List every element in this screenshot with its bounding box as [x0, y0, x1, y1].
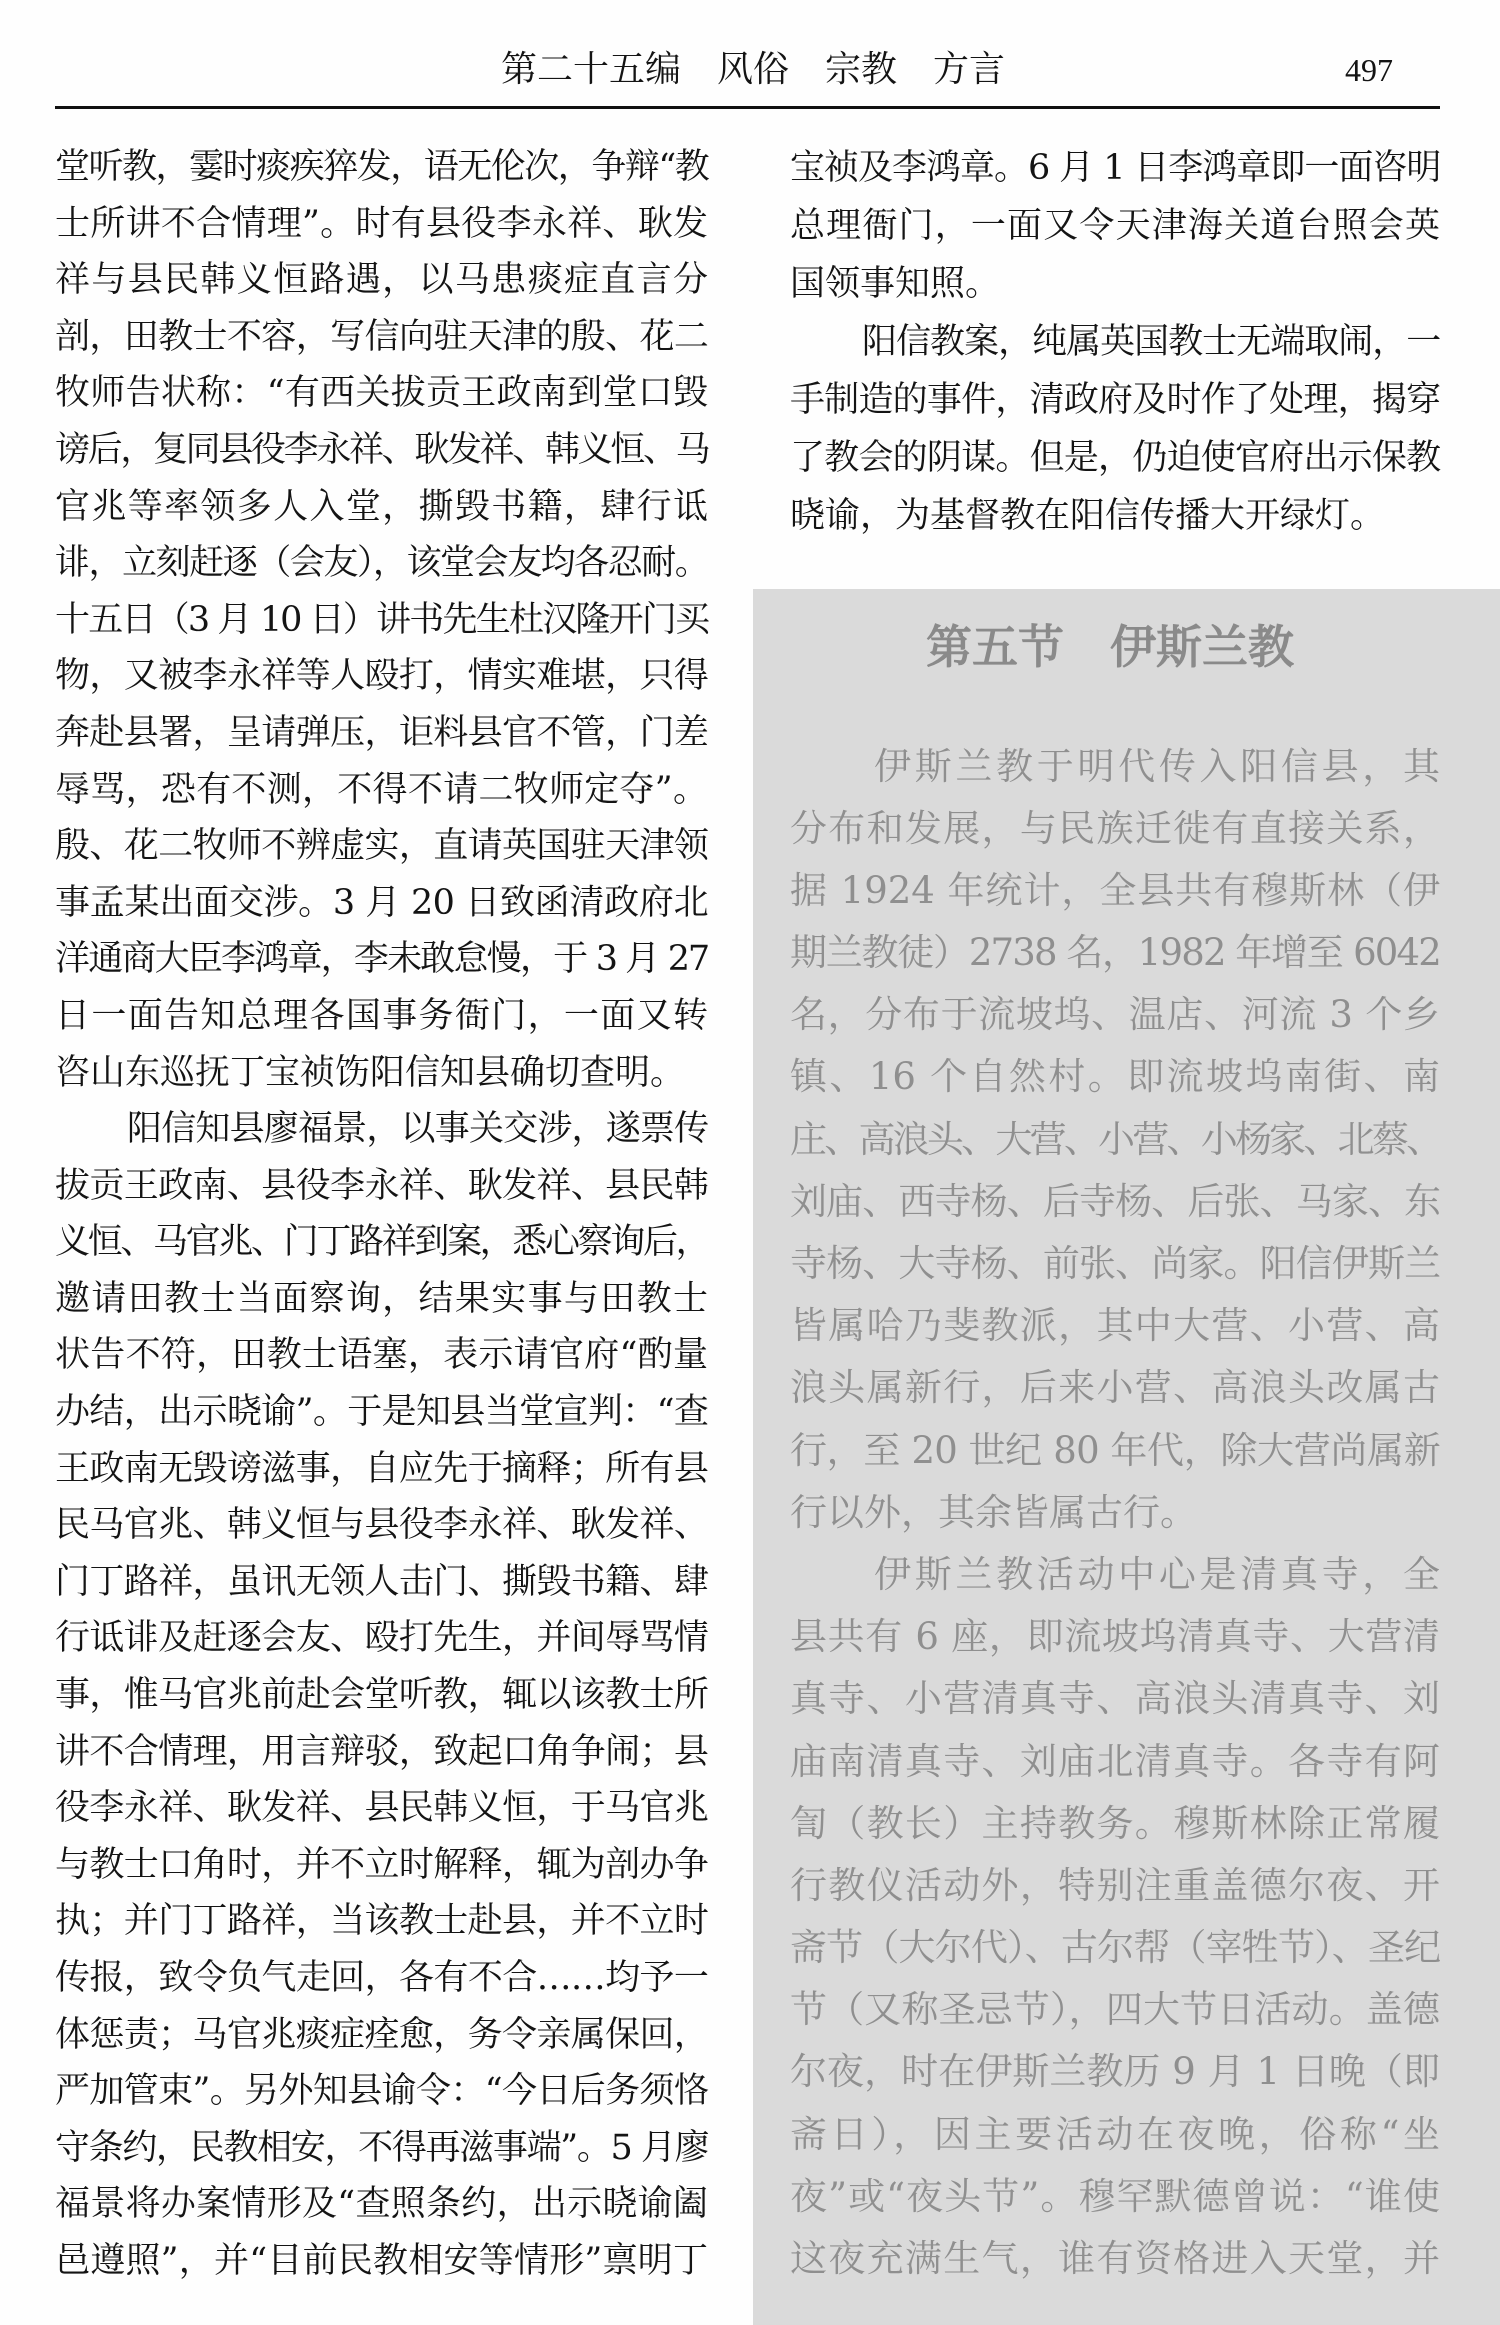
text-line: 物，又被李永祥等人殴打，情实难堪，只得 [55, 656, 708, 697]
text-line: 晓谕，为基督教在阳信传播大开绿灯。 [790, 496, 1386, 536]
text-line: 阳信教案，纯属英国教士无端取闹，一 [862, 322, 1440, 362]
text-line: 民马官兆、韩义恒与县役李永祥、耿发祥、 [55, 1505, 708, 1546]
text-line: 了教会的阴谋。但是，仍迫使官府出示保教 [790, 438, 1440, 478]
text-line: 殷、花二牧师不辨虚实，直请英国驻天津领 [55, 826, 708, 867]
text-line: 节（又称圣忌节），四大节日活动。盖德 [790, 1988, 1440, 2032]
text-line: 牧师告状称：“有西关拔贡王政南到堂口毁 [55, 373, 708, 414]
text-line: 分布和发展，与民族迁徙有直接关系， [790, 806, 1440, 850]
text-line: 日一面告知总理各国事务衙门，一面又转 [55, 995, 708, 1036]
text-line: 庙南清真寺、刘庙北清真寺。各寺有阿 [790, 1739, 1440, 1783]
paragraph [55, 139, 708, 1101]
text-line: 名，分布于流坡坞、温店、河流 3 个乡 [790, 993, 1440, 1037]
text-line: 辱骂，恐有不测，不得不请二牧师定夺”。 [55, 769, 708, 810]
text-line: 严加管束”。另外知县谕令：“今日后务须恪 [55, 2071, 708, 2112]
text-line: 镇、16 个自然村。即流坡坞南街、南 [790, 1055, 1440, 1099]
text-line: 庄、高浪头、大营、小营、小杨家、北蔡、 [790, 1117, 1440, 1161]
left-column [55, 139, 708, 2290]
text-line: 剖，田教士不容，写信向驻天津的殷、花二 [55, 316, 708, 357]
text-line: 浪头属新行，后来小营、高浪头改属古 [790, 1366, 1440, 1410]
running-header-title: 第二十五编 风俗 宗教 方言 [501, 49, 1006, 90]
text-line: 义恒、马官兆、门丁路祥到案，悉心察询后， [55, 1222, 708, 1263]
text-line: 阳信知县廖福景，以事关交涉，遂票传 [127, 1109, 708, 1150]
text-line: 伊斯兰教活动中心是清真寺，全 [874, 1552, 1440, 1596]
paragraph [790, 313, 1440, 545]
text-line: 行以外，其余皆属古行。 [790, 1490, 1197, 1534]
text-line: 士所讲不合情理”。时有县役李永祥、耿发 [55, 203, 708, 244]
text-line: 十五日（3 月 10 日）讲书先生杜汉隆开门买 [55, 599, 708, 640]
text-line: 宝祯及李鸿章。6 月 1 日李鸿章即一面咨明 [790, 148, 1440, 188]
text-line: 夜”或“夜头节”。穆罕默德曾说：“谁使 [790, 2174, 1440, 2218]
text-line: 役李永祥、耿发祥、县民韩义恒，于马官兆 [55, 1788, 708, 1829]
section-box [753, 589, 1500, 2325]
text-line: 执；并门丁路祥，当该教士赴县，并不立时 [55, 1901, 708, 1942]
text-line: 与教士口角时，并不立时解释，辄为剖办争 [55, 1844, 708, 1885]
paragraph [790, 139, 1440, 313]
text-line: 伊斯兰教于明代传入阳信县，其 [874, 744, 1440, 788]
text-line: 总理衙门，一面又令天津海关道台照会英 [790, 206, 1440, 246]
text-line: 讲不合情理，用言辩驳，致起口角争闹；县 [55, 1731, 708, 1772]
text-line: 传报，致令负气走回，各有不合……均予一 [55, 1958, 708, 1998]
text-line: 据 1924 年统计，全县共有穆斯林（伊 [790, 868, 1440, 912]
page-number: 497 [1345, 52, 1393, 88]
text-line: 办结，出示晓谕”。于是知县当堂宣判：“查 [55, 1392, 708, 1433]
text-line: 手制造的事件，清政府及时作了处理，揭穿 [790, 380, 1440, 420]
text-line: 拔贡王政南、县役李永祥、耿发祥、县民韩 [55, 1165, 708, 1206]
paragraph [55, 1101, 708, 2289]
text-line: 行，至 20 世纪 80 年代，除大营尚属新 [790, 1428, 1440, 1472]
text-line: 尔夜，时在伊斯兰教历 9 月 1 日晚（即 [790, 2050, 1440, 2094]
text-line: 事孟某出面交涉。3 月 20 日致函清政府北 [55, 882, 708, 923]
text-line: 官兆等率领多人入堂，撕毁书籍，肆行诋 [55, 486, 708, 527]
text-line: 洋通商大臣李鸿章，李未敢怠慢，于 3 月 27 [55, 939, 708, 980]
section-body [790, 736, 1440, 2291]
paragraph [790, 736, 1440, 1544]
text-line: 奔赴县署，呈请弹压，讵料县官不管，门差 [55, 712, 708, 753]
text-line: 堂听教，霎时痰疾猝发，语无伦次，争辩“教 [55, 147, 708, 187]
header-rule [55, 106, 1440, 109]
text-line: 行教仪活动外，特别注重盖德尔夜、开 [790, 1863, 1440, 1907]
text-line: 体惩责；马官兆痰症痊愈，务令亲属保回， [55, 2014, 708, 2055]
text-line: 祥与县民韩义恒路遇，以马患痰症直言分 [55, 260, 708, 301]
text-line: 这夜充满生气，谁有资格进入天堂，并 [790, 2237, 1440, 2280]
text-line: 期兰教徒）2738 名，1982 年增至 6042 [790, 931, 1440, 975]
paragraph [790, 1544, 1440, 2290]
right-column [790, 139, 1440, 545]
text-line: 行诋诽及赶逐会友、殴打先生，并间辱骂情 [55, 1618, 708, 1659]
text-line: 斋日），因主要活动在夜晚，俗称“坐 [790, 2112, 1440, 2156]
text-line: 守条约，民教相安，不得再滋事端”。5 月廖 [55, 2127, 708, 2168]
text-line: 邀请田教士当面察询，结果实事与田教士 [55, 1278, 708, 1319]
text-line: 刘庙、西寺杨、后寺杨、后张、马家、东 [790, 1179, 1440, 1223]
text-line: 王政南无毁谤滋事，自应先于摘释；所有县 [55, 1448, 708, 1489]
text-line: 县共有 6 座，即流坡坞清真寺、大营清 [790, 1615, 1440, 1659]
text-line: 福景将办案情形及“查照条约，出示晓谕阖 [55, 2184, 708, 2225]
text-line: 邑遵照”，并“目前民教相安等情形”禀明丁 [55, 2240, 708, 2281]
text-line: 状告不符，田教士语塞，表示请官府“酌量 [55, 1335, 708, 1376]
text-line: 寺杨、大寺杨、前张、尚家。阳信伊斯兰 [790, 1242, 1440, 1285]
text-line: 皆属哈乃斐教派，其中大营、小营、高 [790, 1304, 1440, 1348]
text-line: 诽，立刻赶逐（会友），该堂会友均各忍耐。 [55, 543, 708, 584]
text-line: 斋节（大尔代）、古尔帮（宰牲节）、圣纪 [790, 1926, 1440, 1970]
text-line: 门丁路祥，虽讯无领人击门、撕毁书籍、肆 [55, 1561, 708, 1602]
text-line: 咨山东巡抚丁宝祯饬阳信知县确切查明。 [55, 1052, 686, 1093]
section-heading: 第五节 伊斯兰教 [926, 620, 1294, 674]
text-line: 訇（教长）主持教务。穆斯林除正常履 [790, 1801, 1440, 1845]
text-line: 事，惟马官兆前赴会堂听教，辄以该教士所 [55, 1675, 708, 1716]
text-line: 谤后，复同县役李永祥、耿发祥、韩义恒、马 [55, 429, 708, 470]
text-line: 真寺、小营清真寺、高浪头清真寺、刘 [790, 1677, 1440, 1721]
text-line: 国领事知照。 [790, 264, 1001, 304]
